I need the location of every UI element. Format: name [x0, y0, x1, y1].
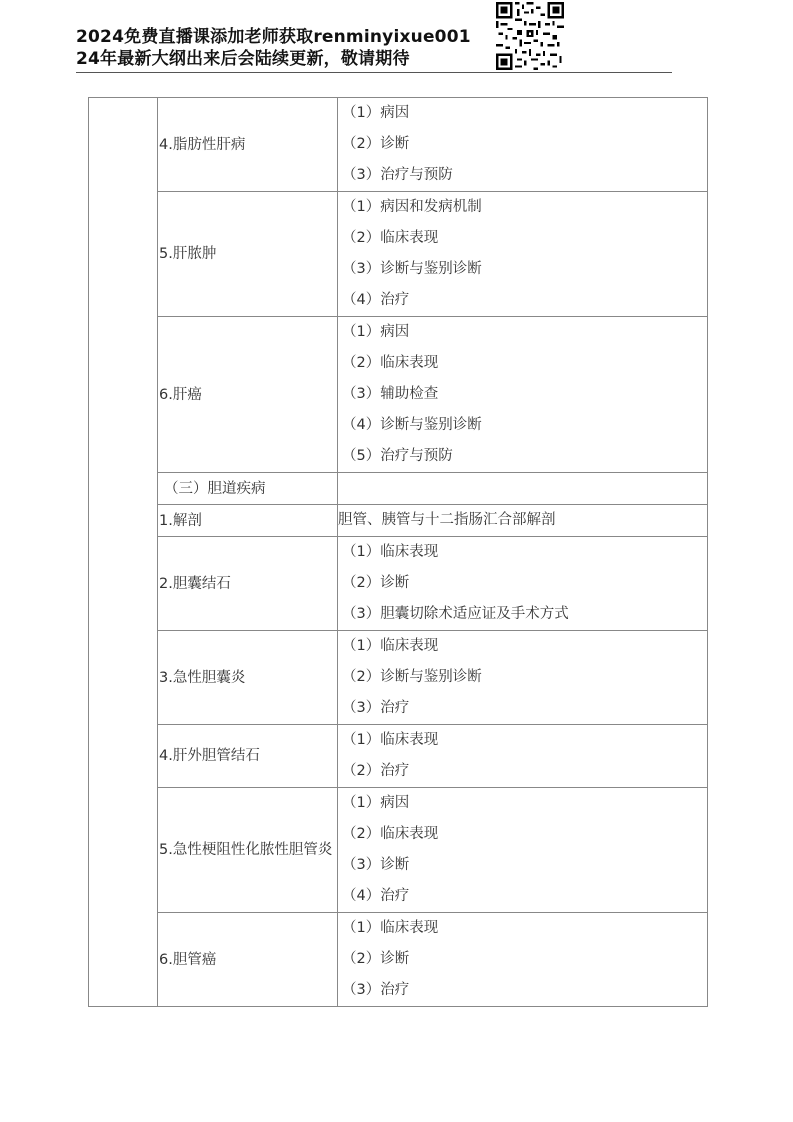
topic-cell: 6.肝癌	[158, 317, 338, 473]
list-item: （2）临床表现	[342, 230, 439, 246]
syllabus-table	[88, 97, 708, 1007]
list-item: （5）治疗与预防	[342, 448, 453, 464]
list-item: （3）治疗	[342, 700, 410, 716]
list-item: （2）诊断	[342, 951, 410, 967]
list-item: （1）病因	[342, 105, 410, 121]
list-item: （2）治疗	[342, 763, 410, 779]
list-item: （2）临床表现	[342, 826, 439, 842]
items-cell	[338, 788, 708, 913]
list-item: （1）病因	[342, 795, 410, 811]
list-item: 胆管、胰管与十二指肠汇合部解剖	[338, 512, 556, 528]
items-cell	[338, 913, 708, 1007]
header-line-2: 24年最新大纲出来后会陆续更新，敬请期待	[76, 49, 410, 69]
table-row	[89, 537, 708, 631]
list-item: （2）诊断	[342, 575, 410, 591]
topic-cell: 4.肝外胆管结石	[158, 725, 338, 788]
items-cell	[338, 537, 708, 631]
topic-cell: 5.急性梗阻性化脓性胆管炎	[158, 788, 338, 913]
list-item: （1）病因和发病机制	[342, 199, 482, 215]
list-item: （4）诊断与鉴别诊断	[342, 417, 482, 433]
list-item: （2）临床表现	[342, 355, 439, 371]
list-item: （2）诊断	[342, 136, 410, 152]
table-row	[89, 631, 708, 725]
list-item: （1）临床表现	[342, 732, 439, 748]
list-item: （1）临床表现	[342, 638, 439, 654]
list-item: （3）治疗与预防	[342, 167, 453, 183]
items-cell	[338, 317, 708, 473]
table-row	[89, 913, 708, 1007]
table-row	[89, 725, 708, 788]
header-line-1: 2024免费直播课添加老师获取renminyixue001	[76, 27, 471, 47]
items-cell	[338, 631, 708, 725]
list-item: （1）临床表现	[342, 544, 439, 560]
table-row	[89, 317, 708, 473]
table-row	[89, 192, 708, 317]
list-item: （3）诊断与鉴别诊断	[342, 261, 482, 277]
list-item: （4）治疗	[342, 888, 410, 904]
table-row	[89, 788, 708, 913]
topic-cell: 5.肝脓肿	[158, 192, 338, 317]
table-row	[89, 473, 708, 505]
items-cell	[338, 505, 708, 537]
items-cell	[338, 98, 708, 192]
empty-cell	[338, 473, 708, 505]
list-item: （3）治疗	[342, 982, 410, 998]
list-item: （3）辅助检查	[342, 386, 439, 402]
qr-code-icon	[496, 2, 564, 70]
list-item: （3）胆囊切除术适应证及手术方式	[342, 606, 569, 622]
list-item: （1）病因	[342, 324, 410, 340]
list-item: （4）治疗	[342, 292, 410, 308]
topic-cell: 1.解剖	[158, 505, 338, 537]
table-row	[89, 98, 708, 192]
topic-cell: 2.胆囊结石	[158, 537, 338, 631]
header-divider	[76, 72, 672, 73]
list-item: （3）诊断	[342, 857, 410, 873]
table-row	[89, 505, 708, 537]
topic-cell: 6.胆管癌	[158, 913, 338, 1007]
items-cell	[338, 725, 708, 788]
chapter-cell	[89, 98, 158, 1007]
topic-cell: 4.脂肪性肝病	[158, 98, 338, 192]
page-header	[76, 26, 476, 70]
list-item: （1）临床表现	[342, 920, 439, 936]
list-item: （2）诊断与鉴别诊断	[342, 669, 482, 685]
section-heading-cell: （三）胆道疾病	[158, 473, 338, 505]
items-cell	[338, 192, 708, 317]
topic-cell: 3.急性胆囊炎	[158, 631, 338, 725]
